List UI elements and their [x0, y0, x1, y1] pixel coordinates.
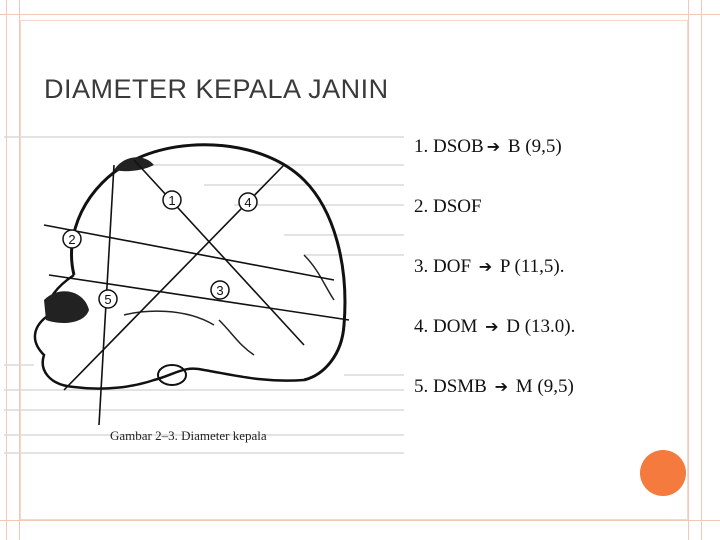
skull-diagram-figure — [4, 125, 406, 465]
item-value: B (9,5) — [503, 136, 562, 157]
diameter-line-1 — [134, 160, 304, 345]
decorative-orange-dot — [640, 450, 686, 496]
orbit-shape — [44, 291, 89, 323]
item-value: D (13.0). — [501, 316, 576, 337]
face-outline — [35, 275, 304, 389]
diameter-line-3 — [49, 275, 349, 320]
arrow-right-icon — [482, 197, 488, 216]
diameter-label-3: 3 — [216, 283, 224, 298]
diameter-label-5: 5 — [104, 292, 112, 307]
item-value: M (9,5) — [511, 376, 574, 397]
arrow-right-icon: ➔ — [485, 317, 499, 336]
list-item — [414, 316, 575, 376]
arrow-right-icon: ➔ — [486, 137, 501, 156]
item-code: 2. DSOF — [414, 196, 482, 217]
list-item — [414, 256, 575, 316]
fetal-skull-illustration-icon — [4, 125, 406, 465]
arrow-right-icon: ➔ — [478, 257, 493, 276]
suture-lines — [124, 255, 334, 355]
item-value: P (11,5). — [495, 256, 565, 277]
slide-frame-top — [0, 14, 720, 15]
item-code: 3. DOF — [414, 256, 476, 277]
slide-frame-right — [688, 0, 702, 540]
arrow-right-icon: ➔ — [494, 377, 509, 396]
list-item — [414, 196, 575, 256]
item-code: 1. DSOB — [414, 136, 484, 157]
list-item — [414, 376, 575, 436]
diameter-label-1: 1 — [168, 193, 176, 208]
item-code: 4. DOM — [414, 316, 483, 337]
diameter-label-2: 2 — [68, 232, 76, 247]
list-item — [414, 136, 575, 196]
figure-caption: Gambar 2–3. Diameter kepala — [110, 428, 267, 443]
diameter-line-2 — [44, 225, 334, 280]
item-code: 5. DSMB — [414, 376, 492, 397]
slide-title: DIAMETER KEPALA JANIN — [44, 74, 389, 104]
fontanelle-shape — [114, 157, 154, 171]
diameter-list — [414, 136, 575, 436]
diameter-label-4: 4 — [244, 195, 252, 210]
slide-frame-bottom — [0, 520, 720, 521]
